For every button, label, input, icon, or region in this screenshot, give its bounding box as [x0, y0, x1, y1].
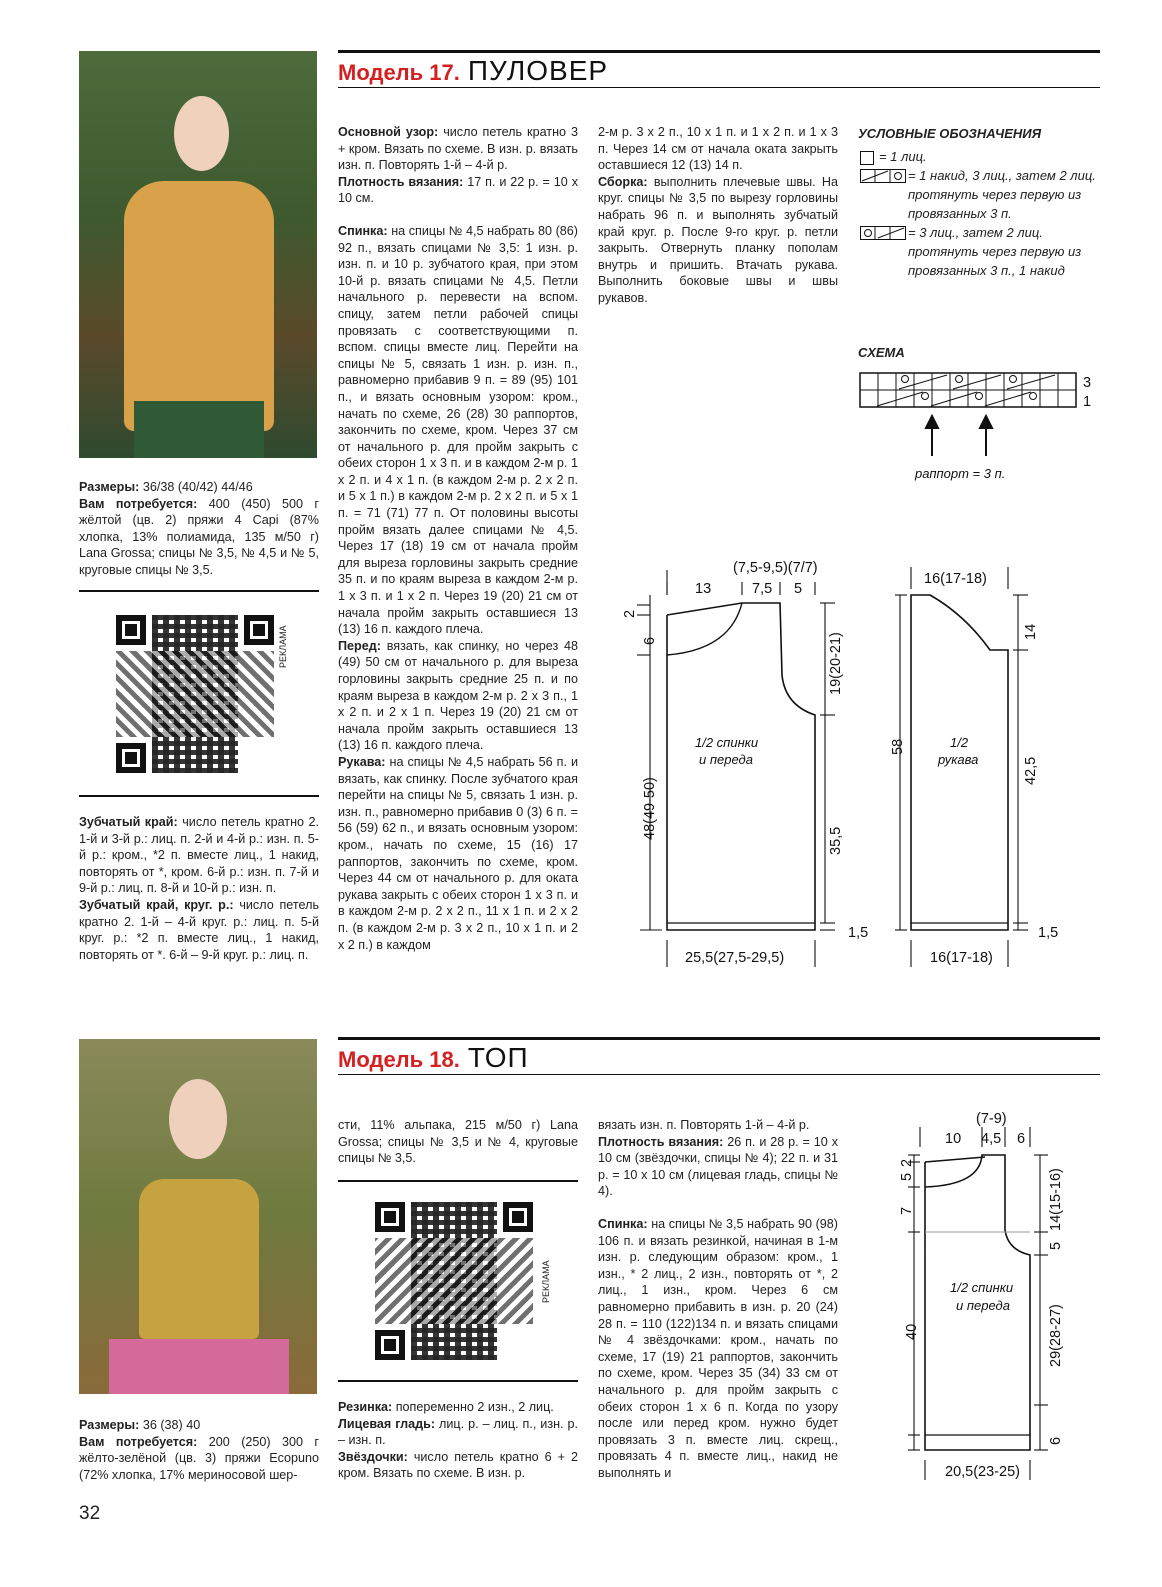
- model18-col3-top: вязать изн. п. Повторять 1-й – 4-й р.: [598, 1118, 810, 1132]
- model18-density-text: 26 п. и 28 р. = 10 х 10 см (звёздочки, спицы № 4); 22 п. и 31 р. = 10 х 10 см (лицевая гладь, спицы № 4).: [598, 1134, 838, 1199]
- dim-2: 2: [622, 609, 638, 618]
- model18-stock-label: Лицевая гладь:: [338, 1416, 436, 1431]
- model17-header-bottom-rule: [338, 87, 1100, 88]
- dim-6: 6: [642, 636, 658, 645]
- model17-pattern-diagram: [610, 555, 1080, 975]
- model17-base-label: Основной узор:: [338, 125, 439, 139]
- model18-col1: [79, 1417, 319, 1483]
- dim-sleeve-top: 16(17-18): [924, 571, 987, 587]
- sleeve-label2: рукава: [938, 752, 979, 767]
- model17-need-label: Вам потребуется:: [79, 496, 198, 511]
- model17-photo-head: [174, 96, 229, 171]
- m18-dim-10: 10: [945, 1131, 962, 1147]
- dim-35-5: 35,5: [828, 826, 844, 855]
- model18-ad-top-rule: [338, 1180, 578, 1182]
- dim-48: 48(49-50): [642, 777, 658, 840]
- model18-col2-top: [338, 1117, 578, 1167]
- model17-back-label: Спинка:: [338, 223, 388, 238]
- piece-label2: и переда: [699, 752, 753, 767]
- model18-pattern-diagram: [890, 1105, 1090, 1485]
- model17-header: [338, 50, 1100, 88]
- model18-rib-text: попеременно 2 изн., 2 лиц.: [395, 1400, 554, 1414]
- model17-sizes-label: Размеры:: [79, 480, 140, 494]
- model17-label: Модель 17.: [338, 60, 460, 85]
- model18-ad-bottom-rule: [338, 1380, 578, 1382]
- model17-qr-code: [116, 615, 274, 773]
- scheme-row3: 3: [1083, 375, 1092, 391]
- model17-density-label: Плотность вязания:: [338, 174, 464, 189]
- dim-top-label: (7,5-9,5)(7/7): [733, 560, 818, 576]
- model18-star-text: число петель кратно 6 + 2 кром. Вязать по схеме. В изн. р.: [338, 1449, 579, 1481]
- model17-base-text: число петель кратно 3 + кром. Вязать по схеме. В изн. р. вязать изн. п. Повторять 1-й – 4-й р.: [338, 125, 579, 173]
- model17-zigr-label: Зубчатый край, круг. р.:: [79, 897, 234, 912]
- model18-col2-bottom: [338, 1399, 578, 1482]
- m18-dim-top: (7-9): [976, 1111, 1007, 1127]
- model17-zig-label: Зубчатый край:: [79, 815, 178, 829]
- model17-ad-label: РЕКЛАМА: [278, 625, 288, 668]
- model17-photo-pants: [134, 401, 264, 458]
- model18-col2-top-text: сти, 11% альпака, 215 м/50 г) Lana Grossa; спицы № 3,5 и № 4, круговые спицы № 3,5.: [338, 1118, 578, 1166]
- legend-title: УСЛОВНЫЕ ОБОЗНАЧЕНИЯ: [858, 126, 1042, 141]
- scheme-title: СХЕМА: [858, 345, 905, 360]
- scheme-rapport: раппорт = 3 п.: [915, 466, 1006, 481]
- model17-col1-bottom: [79, 814, 319, 963]
- model17-front-label: Перед:: [338, 638, 381, 653]
- scheme-chart: [855, 368, 1105, 488]
- model18-sizes-label: Размеры:: [79, 1418, 140, 1432]
- dim-7-5: 7,5: [752, 581, 773, 597]
- dim-5: 5: [794, 581, 803, 597]
- m18-dim-2: 2: [899, 1158, 915, 1167]
- m18-piece-label1: 1/2 спинки: [950, 1280, 1014, 1295]
- page-number: 32: [79, 1503, 101, 1524]
- dim-19: 19(20-21): [828, 632, 844, 695]
- legend-3: = 3 лиц., затем 2 лиц. протянуть через первую из провязанных 3 п., 1 накид: [908, 225, 1082, 278]
- model17-col3: [598, 124, 838, 307]
- model18-photo: [79, 1039, 317, 1394]
- legend-knit-symbol: [860, 151, 874, 165]
- m18-dim-40: 40: [904, 1323, 920, 1340]
- model17-ad-bottom-rule: [79, 795, 319, 797]
- m18-dim-5a: 5: [899, 1172, 915, 1181]
- dim-bottom: 25,5(27,5-29,5): [685, 950, 785, 966]
- model18-star-label: Звёздочки:: [338, 1449, 408, 1464]
- dim-58: 58: [890, 738, 906, 755]
- model17-sleeve-text: на спицы № 4,5 набрать 56 п. и вязать, как спинку. После зубчатого края перейти на спицы № 5, связать 1 изн. р. изн. п., равномерно прибавив 0 (3) 6 п. = 56 (59) 62 п., и вязать основным узором: кром., начать по схеме, 15 (16) 17 раппортов, закончить по схеме, кром. Через 44 см от начального р. для оката рукава закрыть с обеих сторон 1 х 3 п. и в каждом 2-м р. 2 х 2 п., 11 х 1 п. и 2 х 2 п. (в каждом 2-м р. 3 х 2 п., 10 х 1 п. и 2 х 2 п.) в каждом: [338, 754, 579, 952]
- sleeve-label1: 1/2: [950, 735, 969, 750]
- model18-qr-code: [375, 1202, 533, 1360]
- legend-symbol-3-icon: [860, 226, 906, 240]
- model17-need-value: 400 (450) 500 г жёлтой (цв. 2) пряжи 4 Capi (87% хлопка, 13% полиамида, 135 м/50 г) Lana Grossa; спицы № 3,5, № 4,5 и № 5, круговые спицы № 3,5.: [79, 496, 320, 577]
- m18-dim-5b: 5: [1048, 1241, 1064, 1250]
- model17-title: ПУЛОВЕР: [467, 55, 609, 86]
- m18-dim-14: 14(15-16): [1048, 1168, 1064, 1231]
- model18-photo-skirt: [109, 1339, 289, 1394]
- model17-legend: [858, 124, 1098, 280]
- piece-label1: 1/2 спинки: [695, 735, 759, 750]
- model18-need-value: 200 (250) 300 г жёлто-зелёной (цв. 3) пряжи Ecopuno (72% хлопка, 17% мериносовой шер-: [79, 1434, 320, 1482]
- model17-col3-text: 2-м р. 3 х 2 п., 10 х 1 п. и 1 х 2 п. и 1 х 3 п. Через 14 см от начала оката закрыть оставшиеся 12 (13) 14 п.: [598, 125, 838, 173]
- model17-back-text: на спицы № 4,5 набрать 80 (86) 92 п., вязать спицами № 3,5: 1 изн. р. изн. п. и 10 р. зубчатого края, при этом 10-й р. вязать спицами № 4,5. Петли начального р. перевести на вспом. спицу, затем петли рабочей спицы провязать с соответствующими п. вспом. спицы вместе лиц. Перейти на спицы № 5, связать 1 изн. р. изн. п., равномерно прибавив 9 п. = 89 (95) 101 п., и вязать основным узором: кром., начать по схеме, 26 (28) 30 раппортов, закончить по схеме, кром. Через 37 см от начального р. для пройм закрыть с обеих сторон 1 х 3 п. и в каждом 2-м р. 1 х 2 п. и 4 х 1 п. (в каждом 2-м р. 2 х 2 п. и 5 х 1 п.) в каждом 2-м р. 2 х 2 п. и 5 х 1 п. = 71 (71) 77 п. От половины высоты пройм вязать далее спицами № 4,5. Через 17 (18) 19 см от начала пройм для выреза горловины закрыть средние 35 п. и по краям выреза в каждом 2-м р. 1 х 3 п. и 1 х 2 п. Через 19 (20) 21 см от начала пройм закрыть оставшиеся 13 (13) 16 п. каждого плеча.: [338, 223, 579, 637]
- model18-col3: [598, 1117, 838, 1481]
- dim-1-5b: 1,5: [1038, 925, 1059, 941]
- m18-dim-29: 29(28-27): [1048, 1304, 1064, 1367]
- model17-front-text: вязать, как спинку, но через 48 (49) 50 см от начального р. для выреза горловины закрыть средние 25 п. и по краям выреза в каждом 2-м р. 2 х 3 п., 1 х 2 п. и 2 х 1 п. Через 19 (20) 21 см от начала пройм закрыть оставшиеся 13 (13) 16 п. каждого плеча.: [338, 638, 579, 753]
- model17-col1: [79, 479, 319, 579]
- model17-photo-sweater: [124, 181, 274, 431]
- model18-photo-head: [169, 1079, 227, 1159]
- model17-photo: [79, 51, 317, 458]
- model17-zig-text: число петель кратно 2. 1-й и 3-й р.: лиц. п. 2-й и 4-й р.: изн. п. 5-й р.: кром., *2 п. вместе лиц., 1 накид, повторять от *, кром. 6-й р.: изн. п. 7-й и 9-й р.: лиц. п. 8-й и 10-й р.: изн. п.: [79, 815, 319, 896]
- model18-title: ТОП: [467, 1042, 529, 1073]
- m18-dim-6: 6: [1017, 1131, 1026, 1147]
- scheme-row1: 1: [1083, 394, 1092, 410]
- model17-zigr-text: число петель кратно 2. 1-й – 4-й круг. р.: лиц. п. 5-й круг. р.: *2 п. вместе лиц., 1 накид, повторять от *. 6-й – 9-й круг. р.: лиц. п.: [79, 897, 320, 962]
- m18-dim-6b: 6: [1048, 1436, 1064, 1445]
- model18-header: [338, 1037, 1100, 1075]
- dim-14: 14: [1023, 623, 1039, 640]
- model18-label: Модель 18.: [338, 1047, 460, 1072]
- model18-need-label: Вам потребуется:: [79, 1434, 198, 1449]
- model17-sleeve-label: Рукава:: [338, 754, 386, 769]
- legend-symbol-2-icon: [860, 169, 906, 183]
- legend-1: = 1 лиц.: [879, 149, 927, 164]
- model18-back-label: Спинка:: [598, 1216, 648, 1231]
- model17-density-text: 17 п. и 22 р. = 10 х 10 см.: [338, 174, 578, 206]
- model18-density-label: Плотность вязания:: [598, 1134, 724, 1149]
- model17-assembly-label: Сборка:: [598, 174, 648, 189]
- dim-42-5: 42,5: [1023, 756, 1039, 785]
- model18-sizes-value: 36 (38) 40: [142, 1418, 201, 1432]
- model17-sizes-value: 36/38 (40/42) 44/46: [142, 480, 253, 494]
- dim-13: 13: [695, 581, 712, 597]
- model17-assembly-text: выполнить плечевые швы. На круг. спицы № 3,5 по вырезу горловины набрать 96 п. и выполнять зубчатый край круг. р. После 9-го круг. р. петли закрыть. Отвернуть планку пополам внутрь и пришить. Втачать рукава. Выполнить боковые швы и швы рукавов.: [598, 174, 838, 305]
- model17-col2: [338, 124, 578, 953]
- m18-piece-label2: и переда: [956, 1298, 1010, 1313]
- model18-back-text: на спицы № 3,5 набрать 90 (98) 106 п. и вязать резинкой, начиная в 1-м изн. р. следующим образом: кром., 1 изн., * 2 лиц., 2 изн., повторять от *, 2 лиц., 1 изн., кром. Через 6 см равномерно прибавить в изн. р. 20 (24) 28 п. = 110 (122)134 п. и вязать спицами № 4 звёздочками: кром., начать по схеме, 17 (19) 21 раппортов, закончить по схеме, кром. Через 35 (34) 33 см от начального р. для пройм закрыть с обеих сторон 1 х 6 п. Когда по узору после или перед кром. нужно будет провязать 3 п. вместе лиц. скрещ., провязать 4 п. вместе лиц., накид не выполнять и: [598, 1216, 839, 1480]
- m18-dim-bottom: 20,5(23-25): [945, 1464, 1020, 1480]
- legend-2: = 1 накид, 3 лиц., затем 2 лиц. протянуть через первую из провязанных 3 п.: [908, 168, 1096, 221]
- dim-1-5a: 1,5: [848, 925, 869, 941]
- model18-header-bottom-rule: [338, 1074, 1100, 1075]
- dim-sleeve-bottom: 16(17-18): [930, 950, 993, 966]
- m18-dim-4-5: 4,5: [981, 1131, 1002, 1147]
- m18-dim-7: 7: [899, 1206, 915, 1215]
- model18-rib-label: Резинка:: [338, 1400, 393, 1414]
- model18-stock-text: лиц. р. – лиц. п., изн. р. – изн. п.: [338, 1416, 579, 1448]
- model18-ad-label: РЕКЛАМА: [541, 1260, 551, 1303]
- model17-ad-top-rule: [79, 590, 319, 592]
- model18-photo-top: [139, 1179, 259, 1339]
